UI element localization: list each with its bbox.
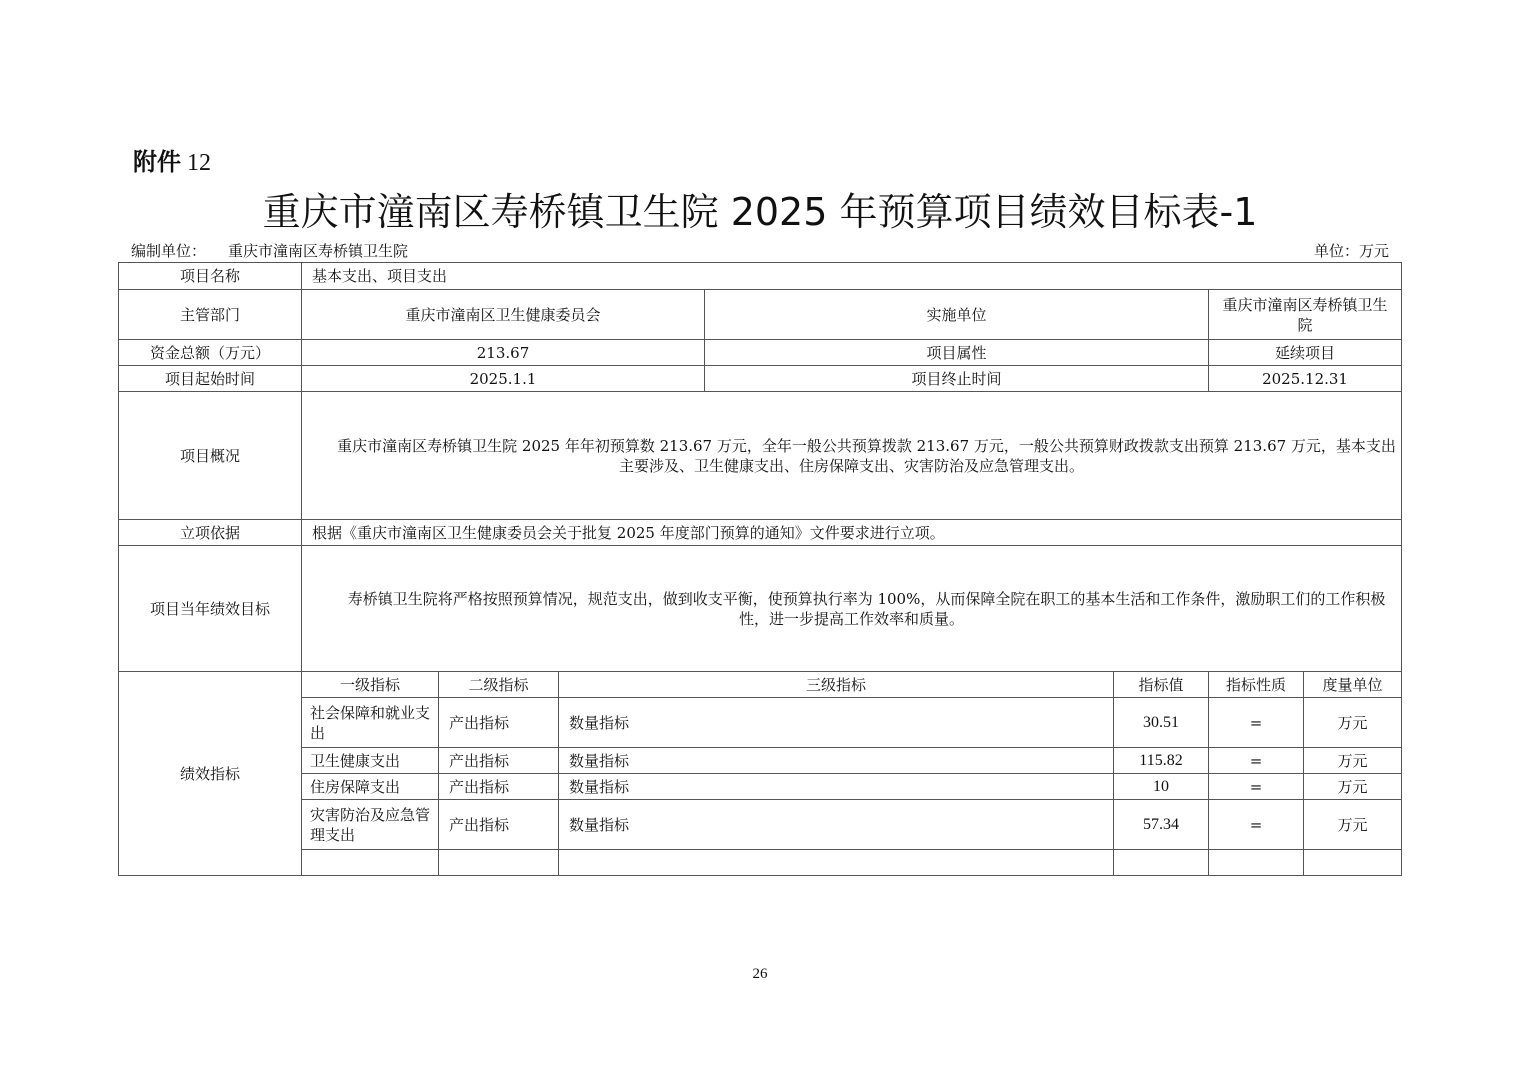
indicators-label: 绩效指标	[119, 672, 302, 876]
project-name-label: 项目名称	[119, 263, 302, 290]
impl-value: 重庆市潼南区寿桥镇卫生院	[1209, 290, 1402, 340]
attachment-number: 12	[187, 150, 211, 176]
header-nature: 指标性质	[1209, 672, 1304, 698]
performance-table	[118, 262, 1402, 876]
empty-cell	[1209, 850, 1304, 876]
header-unit: 度量单位	[1304, 672, 1402, 698]
indicator-unit: 万元	[1304, 774, 1402, 800]
indicator-nature: =	[1209, 698, 1304, 748]
row-project-name	[119, 263, 1402, 290]
table-row	[119, 698, 1402, 748]
indicator-level3: 数量指标	[559, 698, 1114, 748]
indicator-level1: 社会保障和就业支出	[302, 698, 439, 748]
indicator-level1: 住房保障支出	[302, 774, 439, 800]
table-row	[119, 748, 1402, 774]
basis-label: 立项依据	[119, 520, 302, 546]
indicator-value: 30.51	[1114, 698, 1209, 748]
funds-label: 资金总额（万元）	[119, 340, 302, 366]
funds-value: 213.67	[302, 340, 705, 366]
indicator-level1: 灾害防治及应急管理支出	[302, 800, 439, 850]
dept-value: 重庆市潼南区卫生健康委员会	[302, 290, 705, 340]
row-funds	[119, 340, 1402, 366]
compiling-unit-value: 重庆市潼南区寿桥镇卫生院	[228, 242, 409, 260]
row-period	[119, 366, 1402, 392]
project-name-value: 基本支出、项目支出	[302, 263, 1402, 290]
row-department	[119, 290, 1402, 340]
indicator-unit: 万元	[1304, 748, 1402, 774]
empty-cell	[1304, 850, 1402, 876]
indicator-level2: 产出指标	[439, 800, 559, 850]
goal-text: 寿桥镇卫生院将严格按照预算情况，规范支出，做到收支平衡，使预算执行率为 100%，从而保障全院在职工的基本生活和工作条件，激励职工们的工作积极性，进一步提高工作效率和质量。	[302, 546, 1402, 672]
indicator-nature: =	[1209, 800, 1304, 850]
indicator-value: 57.34	[1114, 800, 1209, 850]
indicator-value: 115.82	[1114, 748, 1209, 774]
indicator-level2: 产出指标	[439, 774, 559, 800]
start-value: 2025.1.1	[302, 366, 705, 392]
page-number: 26	[752, 966, 768, 982]
row-goal	[119, 546, 1402, 672]
indicator-level2: 产出指标	[439, 748, 559, 774]
indicator-level3: 数量指标	[559, 748, 1114, 774]
impl-label: 实施单位	[705, 290, 1209, 340]
overview-label: 项目概况	[119, 392, 302, 520]
end-label: 项目终止时间	[705, 366, 1209, 392]
overview-text: 重庆市潼南区寿桥镇卫生院 2025 年年初预算数 213.67 万元，全年一般公共预算拨款 213.67 万元，一般公共预算财政拨款支出预算 213.67 万元，基本支出主要涉及、卫生健康支出、住房保障支出、灾害防治及应急管理支出。	[302, 392, 1402, 520]
indicator-unit: 万元	[1304, 698, 1402, 748]
attr-value: 延续项目	[1209, 340, 1402, 366]
empty-cell	[559, 850, 1114, 876]
indicator-value: 10	[1114, 774, 1209, 800]
currency-unit: 单位：万元	[1313, 242, 1389, 260]
compiling-unit-label: 编制单位：	[131, 242, 207, 260]
empty-cell	[302, 850, 439, 876]
header-level3: 三级指标	[559, 672, 1114, 698]
row-overview	[119, 392, 1402, 520]
empty-cell	[439, 850, 559, 876]
goal-label: 项目当年绩效目标	[119, 546, 302, 672]
indicator-unit: 万元	[1304, 800, 1402, 850]
empty-row	[119, 850, 1402, 876]
indicator-nature: =	[1209, 748, 1304, 774]
indicator-header-row	[119, 672, 1402, 698]
end-value: 2025.12.31	[1209, 366, 1402, 392]
table-row	[119, 800, 1402, 850]
indicator-level3: 数量指标	[559, 800, 1114, 850]
empty-cell	[1114, 850, 1209, 876]
attr-label: 项目属性	[705, 340, 1209, 366]
attachment-label	[133, 146, 211, 179]
header-level2: 二级指标	[439, 672, 559, 698]
indicator-level3: 数量指标	[559, 774, 1114, 800]
indicator-level2: 产出指标	[439, 698, 559, 748]
start-label: 项目起始时间	[119, 366, 302, 392]
table-row	[119, 774, 1402, 800]
attachment-prefix: 附件	[133, 148, 181, 176]
document-title: 重庆市潼南区寿桥镇卫生院 2025 年预算项目绩效目标表-1	[262, 190, 1258, 234]
indicator-nature: =	[1209, 774, 1304, 800]
dept-label: 主管部门	[119, 290, 302, 340]
row-basis	[119, 520, 1402, 546]
basis-text: 根据《重庆市潼南区卫生健康委员会关于批复 2025 年度部门预算的通知》文件要求进行立项。	[302, 520, 1402, 546]
header-value: 指标值	[1114, 672, 1209, 698]
compiling-unit	[131, 240, 408, 262]
indicator-level1: 卫生健康支出	[302, 748, 439, 774]
header-level1: 一级指标	[302, 672, 439, 698]
